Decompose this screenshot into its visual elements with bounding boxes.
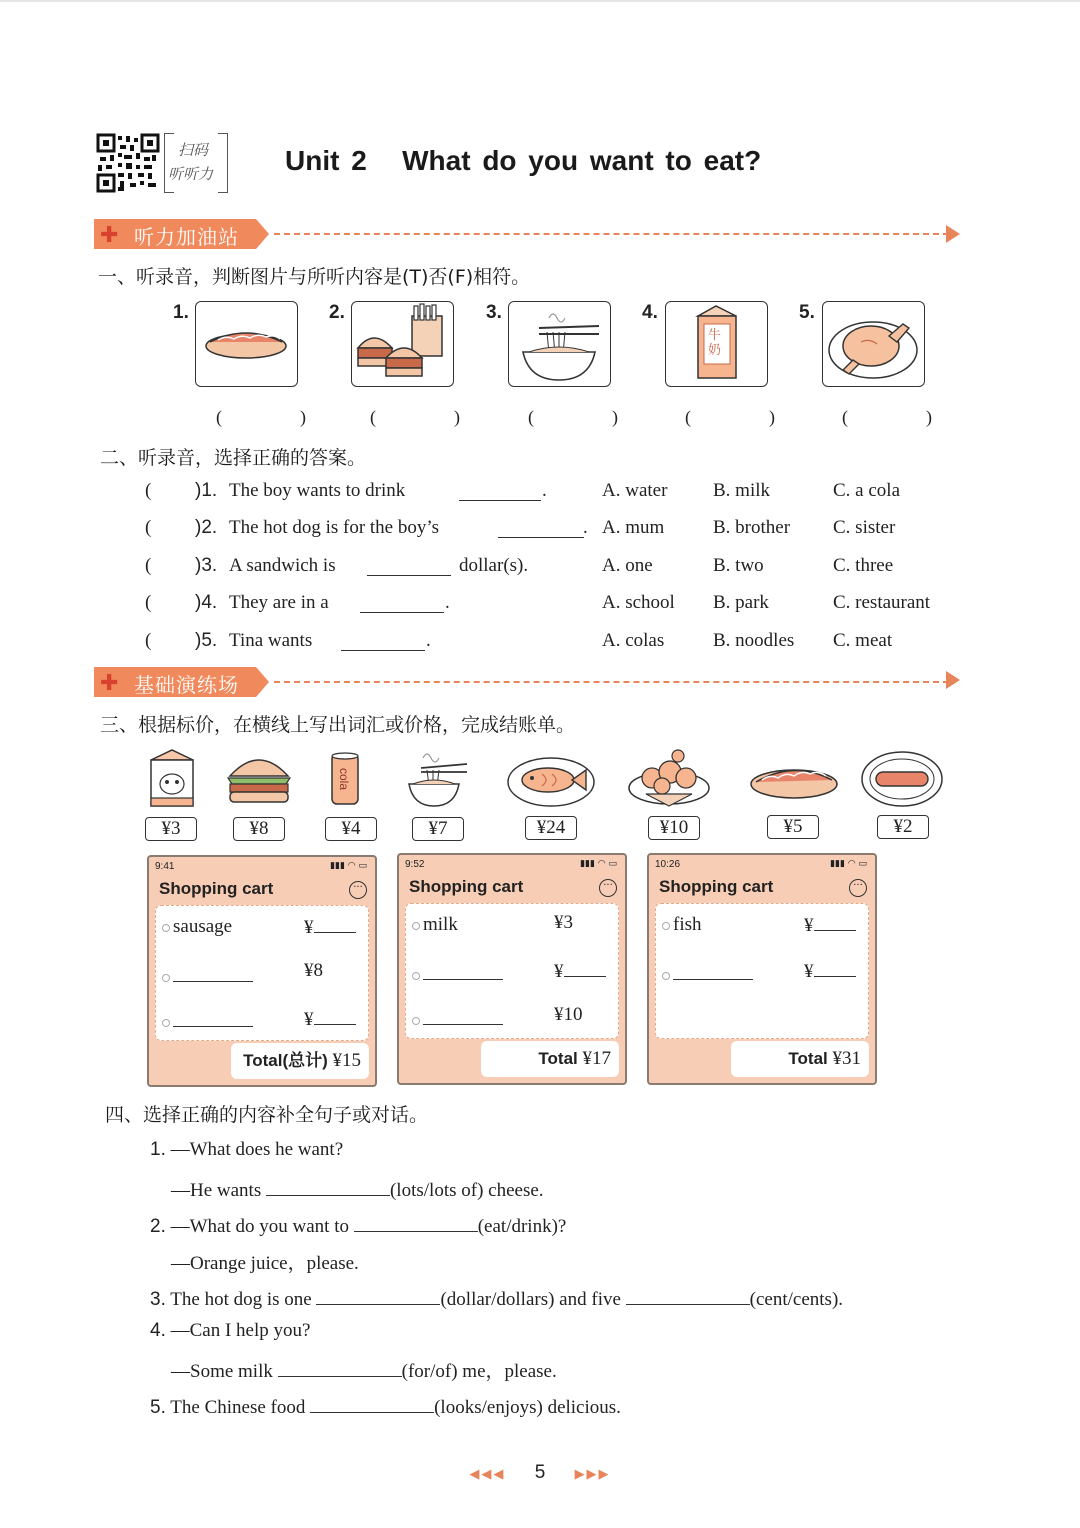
q5-line: 5. The Chinese food (looks/enjoys) delicious. bbox=[150, 1392, 621, 1419]
cart-item bbox=[162, 961, 253, 988]
cart-item: milk bbox=[412, 914, 458, 936]
noodles-icon bbox=[403, 746, 469, 808]
p1-answer-5[interactable]: ( ) bbox=[842, 407, 962, 427]
price-tag-1: ¥3 bbox=[145, 817, 197, 841]
p2-stem-pre: The hot dog is for the boy’s bbox=[229, 517, 440, 538]
cart-item: sausage bbox=[162, 916, 232, 938]
q1-line2: —He wants (lots/lots of) cheese. bbox=[171, 1175, 544, 1202]
sausage-icon bbox=[860, 750, 944, 808]
p1-picture-2 bbox=[351, 301, 454, 387]
cart-item bbox=[662, 959, 753, 986]
p1-picture-4 bbox=[665, 301, 768, 387]
p1-answer-3[interactable]: ( ) bbox=[528, 407, 648, 427]
p2-row-1 bbox=[145, 480, 965, 510]
cart-price: ¥ bbox=[804, 910, 856, 937]
p1-answer-1[interactable]: ( ) bbox=[216, 407, 336, 427]
p1-answer-4[interactable]: ( ) bbox=[685, 407, 805, 427]
p2-num: )1. bbox=[195, 480, 218, 501]
p1-answer-2[interactable]: ( ) bbox=[370, 407, 490, 427]
p1-num-5: 5. bbox=[799, 302, 815, 323]
cart-header: Shopping cart bbox=[409, 877, 524, 896]
price-blank[interactable] bbox=[814, 956, 856, 977]
price-blank[interactable] bbox=[314, 912, 356, 933]
unit-title: Unit 2 What do you want to eat? bbox=[285, 145, 762, 176]
hot-dog-icon bbox=[196, 302, 296, 384]
p2-paren: ( bbox=[145, 592, 152, 613]
p2-stem-pre: The boy wants to drink bbox=[229, 480, 406, 501]
cart-total: Total ¥17 bbox=[481, 1041, 619, 1077]
shopping-cart-3 bbox=[647, 853, 877, 1085]
cart-total: Total(总计) ¥15 bbox=[231, 1043, 369, 1079]
cart-price: ¥3 bbox=[554, 912, 573, 933]
cart-price: ¥ bbox=[304, 912, 356, 939]
cart-total: Total ¥31 bbox=[731, 1041, 869, 1077]
item-blank[interactable] bbox=[173, 961, 253, 982]
p2-opt-a: A. colas bbox=[602, 630, 665, 651]
price-tag-3: ¥4 bbox=[325, 817, 377, 841]
cart-price: ¥10 bbox=[554, 1004, 583, 1025]
price-blank[interactable] bbox=[314, 1004, 356, 1025]
noodles-icon bbox=[509, 302, 609, 384]
q4-line1: 4. —Can I help you? bbox=[150, 1320, 311, 1341]
p1-picture-1 bbox=[195, 301, 298, 387]
p2-paren: ( bbox=[145, 517, 152, 538]
p1-num-4: 4. bbox=[642, 302, 658, 323]
scan-to-listen-label bbox=[164, 133, 228, 193]
p1-picture-5 bbox=[822, 301, 925, 387]
chicken-icon bbox=[626, 744, 712, 808]
q3-blank-2[interactable] bbox=[626, 1284, 750, 1305]
roast-chicken-icon bbox=[823, 302, 923, 384]
price-tag-2: ¥8 bbox=[233, 817, 285, 841]
p1-num-2: 2. bbox=[329, 302, 345, 323]
p2-stem-pre: They are in a bbox=[229, 592, 329, 613]
p2-row-5 bbox=[145, 630, 965, 660]
basic-banner bbox=[94, 667, 960, 697]
p2-opt-b: B. brother bbox=[713, 517, 791, 538]
scan-line1: 扫码 bbox=[178, 141, 209, 159]
item-blank[interactable] bbox=[423, 1004, 503, 1025]
p1-num-1: 1. bbox=[173, 302, 189, 323]
p2-num: )5. bbox=[195, 630, 218, 651]
price-tag-6: ¥10 bbox=[648, 816, 700, 840]
p2-row-3 bbox=[145, 555, 965, 585]
part2-title: 二、听录音，选择正确的答案。 bbox=[100, 447, 367, 469]
p2-stem-post: . bbox=[542, 480, 547, 501]
q3-blank-1[interactable] bbox=[316, 1284, 440, 1305]
q2-line1: 2. —What do you want to (eat/drink)? bbox=[150, 1211, 566, 1238]
q1-blank[interactable] bbox=[266, 1175, 390, 1196]
hot-dog-icon bbox=[748, 756, 840, 804]
p2-paren: ( bbox=[145, 630, 152, 651]
page-footer bbox=[0, 1462, 1080, 1484]
phone-time: 10:26 bbox=[655, 859, 681, 870]
price-blank[interactable] bbox=[564, 956, 606, 977]
price-tag-7: ¥5 bbox=[767, 815, 819, 839]
cart-item bbox=[412, 959, 503, 986]
qr-code-icon[interactable] bbox=[96, 133, 160, 193]
p2-opt-c: C. three bbox=[833, 555, 894, 576]
q4-blank[interactable] bbox=[278, 1356, 402, 1377]
cart-item: fish bbox=[662, 914, 702, 936]
cart-list bbox=[155, 905, 369, 1041]
p2-opt-b: B. noodles bbox=[713, 630, 795, 651]
phone-time: 9:41 bbox=[155, 861, 175, 872]
banner-text: 基础演练场 bbox=[134, 673, 239, 697]
p2-opt-b: B. milk bbox=[713, 480, 771, 501]
p2-opt-a: A. water bbox=[602, 480, 668, 501]
p1-picture-3 bbox=[508, 301, 611, 387]
next-arrows-icon: ▶▶▶ bbox=[574, 1466, 611, 1481]
p2-blank[interactable] bbox=[367, 555, 451, 576]
p2-num: )4. bbox=[195, 592, 218, 613]
part1-title: 一、听录音，判断图片与所听内容是(T)否(F)相符。 bbox=[98, 266, 531, 288]
part4-title: 四、选择正确的内容补全句子或对话。 bbox=[105, 1104, 429, 1126]
cart-item bbox=[162, 1006, 253, 1033]
p2-paren: ( bbox=[145, 555, 152, 576]
q4-line2: —Some milk (for/of) me，please. bbox=[171, 1356, 557, 1383]
p2-num: )2. bbox=[195, 517, 218, 538]
q2-blank[interactable] bbox=[354, 1211, 478, 1232]
p2-blank[interactable] bbox=[341, 630, 425, 651]
signal-battery-icon: ▮▮▮ ◠ ▭ bbox=[830, 859, 867, 869]
price-tag-5: ¥24 bbox=[525, 816, 577, 840]
more-icon[interactable]: ··· bbox=[849, 879, 867, 897]
top-edge bbox=[0, 0, 1080, 2]
carton-text: 牛奶 bbox=[708, 328, 722, 358]
cart-price: ¥ bbox=[304, 1004, 356, 1031]
price-blank[interactable] bbox=[814, 910, 856, 931]
item-blank[interactable] bbox=[173, 1006, 253, 1027]
more-icon[interactable]: ··· bbox=[349, 881, 367, 899]
signal-battery-icon: ▮▮▮ ◠ ▭ bbox=[580, 859, 617, 869]
svg-text:✚: ✚ bbox=[100, 671, 119, 696]
p2-opt-c: C. restaurant bbox=[833, 592, 931, 613]
svg-text:✚: ✚ bbox=[100, 223, 119, 248]
fish-icon bbox=[506, 752, 596, 808]
signal-battery-icon: ▮▮▮ ◠ ▭ bbox=[330, 861, 367, 871]
p2-blank[interactable] bbox=[459, 480, 541, 501]
q5-blank[interactable] bbox=[310, 1392, 434, 1413]
p2-blank[interactable] bbox=[498, 517, 584, 538]
q2-line2: —Orange juice，please. bbox=[171, 1253, 359, 1274]
price-tag-4: ¥7 bbox=[412, 817, 464, 841]
p2-opt-b: B. two bbox=[713, 555, 764, 576]
cart-list bbox=[655, 903, 869, 1039]
more-icon[interactable]: ··· bbox=[599, 879, 617, 897]
page-number: 5 bbox=[534, 1462, 546, 1483]
p2-num: )3. bbox=[195, 555, 218, 576]
shopping-cart-1 bbox=[147, 855, 377, 1087]
cart-price: ¥ bbox=[554, 956, 606, 983]
p2-stem-post: . bbox=[583, 517, 588, 538]
cart-header: Shopping cart bbox=[659, 877, 774, 896]
shopping-cart-2 bbox=[397, 853, 627, 1085]
p1-num-3: 3. bbox=[486, 302, 502, 323]
listening-banner bbox=[94, 219, 960, 249]
q1-line1: 1. —What does he want? bbox=[150, 1139, 344, 1160]
item-blank[interactable] bbox=[423, 959, 503, 980]
p2-stem-post: . bbox=[426, 630, 431, 651]
p2-stem-pre: Tina wants bbox=[229, 630, 313, 651]
p2-stem-pre: A sandwich is bbox=[229, 555, 336, 576]
cart-item bbox=[412, 1004, 503, 1031]
p2-paren: ( bbox=[145, 480, 152, 501]
p2-blank[interactable] bbox=[360, 592, 444, 613]
p2-stem-post: dollar(s). bbox=[459, 555, 529, 576]
cart-header: Shopping cart bbox=[159, 879, 274, 898]
price-tag-8: ¥2 bbox=[877, 815, 929, 839]
p2-stem-post: . bbox=[445, 592, 450, 613]
prev-arrows-icon: ◀◀◀ bbox=[469, 1466, 506, 1481]
p2-opt-b: B. park bbox=[713, 592, 769, 613]
scan-line2: 听听力 bbox=[168, 165, 214, 183]
cart-list bbox=[405, 903, 619, 1039]
part3-title: 三、根据标价，在横线上写出词汇或价格，完成结账单。 bbox=[100, 714, 576, 736]
can-text: cola bbox=[337, 768, 351, 791]
p2-opt-c: C. meat bbox=[833, 630, 893, 651]
cart-price: ¥ bbox=[804, 956, 856, 983]
p2-opt-a: A. mum bbox=[602, 517, 665, 538]
p2-row-2 bbox=[145, 517, 965, 547]
cart-price: ¥8 bbox=[304, 960, 323, 981]
q3-line: 3. The hot dog is one (dollar/dollars) and five (cent/cents). bbox=[150, 1284, 843, 1311]
p2-opt-a: A. school bbox=[602, 592, 675, 613]
p2-opt-a: A. one bbox=[602, 555, 653, 576]
arrow-right-icon bbox=[946, 225, 960, 243]
item-blank[interactable] bbox=[673, 959, 753, 980]
arrow-right-icon bbox=[946, 671, 960, 689]
p2-opt-c: C. a cola bbox=[833, 480, 901, 501]
banner-text: 听力加油站 bbox=[134, 225, 239, 249]
phone-time: 9:52 bbox=[405, 859, 425, 870]
p2-row-4 bbox=[145, 592, 965, 622]
hamburger-icon bbox=[226, 750, 292, 806]
burgers-fries-icon bbox=[352, 302, 452, 384]
p2-opt-c: C. sister bbox=[833, 517, 896, 538]
milk-carton-icon bbox=[145, 748, 199, 810]
